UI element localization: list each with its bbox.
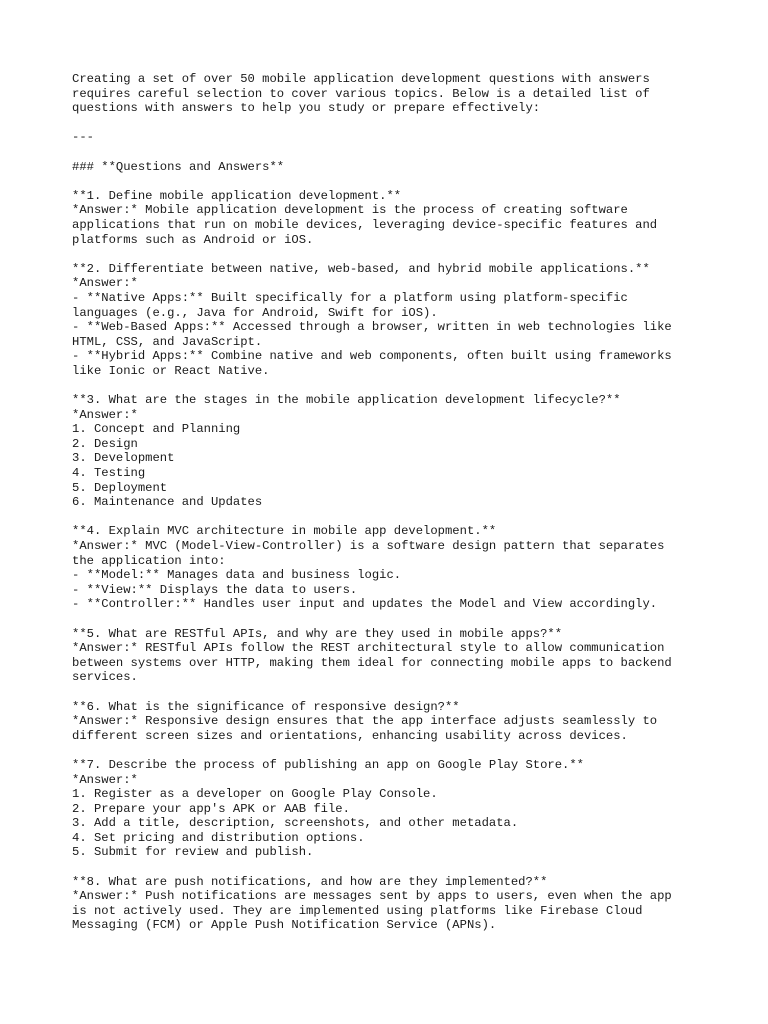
text-line: Creating a set of over 50 mobile application development questions with answers: [72, 72, 650, 86]
text-line: requires careful selection to cover various topics. Below is a detailed list of: [72, 86, 650, 101]
text-line: **5. What are RESTful APIs, and why are they used in mobile apps?**: [72, 626, 563, 641]
text-line: *Answer:*: [72, 772, 138, 787]
text-line: **7. Describe the process of publishing an app on Google Play Store.**: [72, 757, 584, 772]
blank-line: [72, 612, 712, 627]
text-line: 2. Prepare your app's APK or AAB file.: [72, 801, 350, 816]
text-line: - **Model:** Manages data and business logic.: [72, 568, 402, 583]
blank-line: [72, 743, 712, 758]
blank-line: [72, 247, 712, 262]
text-line: - **Web-Based Apps:** Accessed through a browser, written in web technologies like: [72, 320, 672, 335]
blank-line: [72, 116, 712, 131]
text-line: *Answer:* Responsive design ensures that the app interface adjusts seamlessly to: [72, 714, 658, 729]
text-line: **3. What are the stages in the mobile application development lifecycle?**: [72, 393, 621, 408]
text-line: languages (e.g., Java for Android, Swift for iOS).: [72, 305, 438, 320]
text-line: 5. Submit for review and publish.: [72, 845, 314, 860]
text-line: 1. Concept and Planning: [72, 422, 241, 437]
text-line: 4. Set pricing and distribution options.: [72, 830, 365, 845]
text-line: *Answer:*: [72, 276, 138, 291]
text-line: HTML, CSS, and JavaScript.: [72, 334, 263, 349]
text-line: applications that run on mobile devices, leveraging device-specific features and: [72, 217, 658, 232]
text-line: **8. What are push notifications, and how are they implemented?**: [72, 874, 548, 889]
blank-line: [72, 145, 712, 160]
text-line: different screen sizes and orientations, enhancing usability across devices.: [72, 728, 628, 743]
text-line: **6. What is the significance of responsive design?**: [72, 699, 460, 714]
text-line: *Answer:* RESTful APIs follow the REST architectural style to allow communication: [72, 641, 665, 656]
text-line: - **Hybrid Apps:** Combine native and web components, often built using frameworks: [72, 349, 672, 364]
blank-line: [72, 860, 712, 875]
text-line: - **Controller:** Handles user input and updates the Model and View accordingly.: [72, 597, 658, 612]
blank-line: [72, 174, 712, 189]
text-line: 1. Register as a developer on Google Play Console.: [72, 787, 438, 802]
text-line: - **View:** Displays the data to users.: [72, 582, 358, 597]
text-line: *Answer:* MVC (Model-View-Controller) is a software design pattern that separates: [72, 539, 665, 553]
text-line: 5. Deployment: [72, 480, 168, 495]
text-line: 2. Design: [72, 436, 138, 451]
text-line: *Answer:* Mobile application development is the process of creating software: [72, 203, 628, 218]
text-line: platforms such as Android or iOS.: [72, 232, 314, 247]
text-line: like Ionic or React Native.: [72, 363, 270, 378]
text-line: 4. Testing: [72, 466, 146, 481]
blank-line: [72, 510, 712, 525]
blank-line: [72, 378, 712, 393]
text-line: Messaging (FCM) or Apple Push Notification Service (APNs).: [72, 918, 497, 933]
text-line: is not actively used. They are implemented using platforms like Firebase Cloud: [72, 903, 643, 918]
text-line: *Answer:*: [72, 407, 138, 422]
text-line: services.: [72, 670, 138, 685]
text-line: ### **Questions and Answers**: [72, 159, 285, 174]
text-line: 6. Maintenance and Updates: [72, 495, 263, 510]
blank-line: [72, 685, 712, 700]
text-line: between systems over HTTP, making them ideal for connecting mobile apps to backend: [72, 655, 672, 670]
text-line: **2. Differentiate between native, web-based, and hybrid mobile applications.**: [72, 261, 650, 276]
text-line: questions with answers to help you study or prepare effectively:: [72, 101, 541, 116]
text-line: ---: [72, 130, 94, 145]
text-line: **4. Explain MVC architecture in mobile app development.**: [72, 524, 497, 539]
text-line: **1. Define mobile application development.**: [72, 188, 402, 203]
document-body: [72, 72, 712, 933]
text-line: - **Native Apps:** Built specifically for a platform using platform-specific: [72, 290, 628, 305]
text-line: the application into:: [72, 553, 226, 568]
text-line: 3. Add a title, description, screenshots, and other metadata.: [72, 816, 519, 831]
text-line: 3. Development: [72, 451, 175, 466]
text-line: *Answer:* Push notifications are messages sent by apps to users, even when the app: [72, 889, 672, 904]
